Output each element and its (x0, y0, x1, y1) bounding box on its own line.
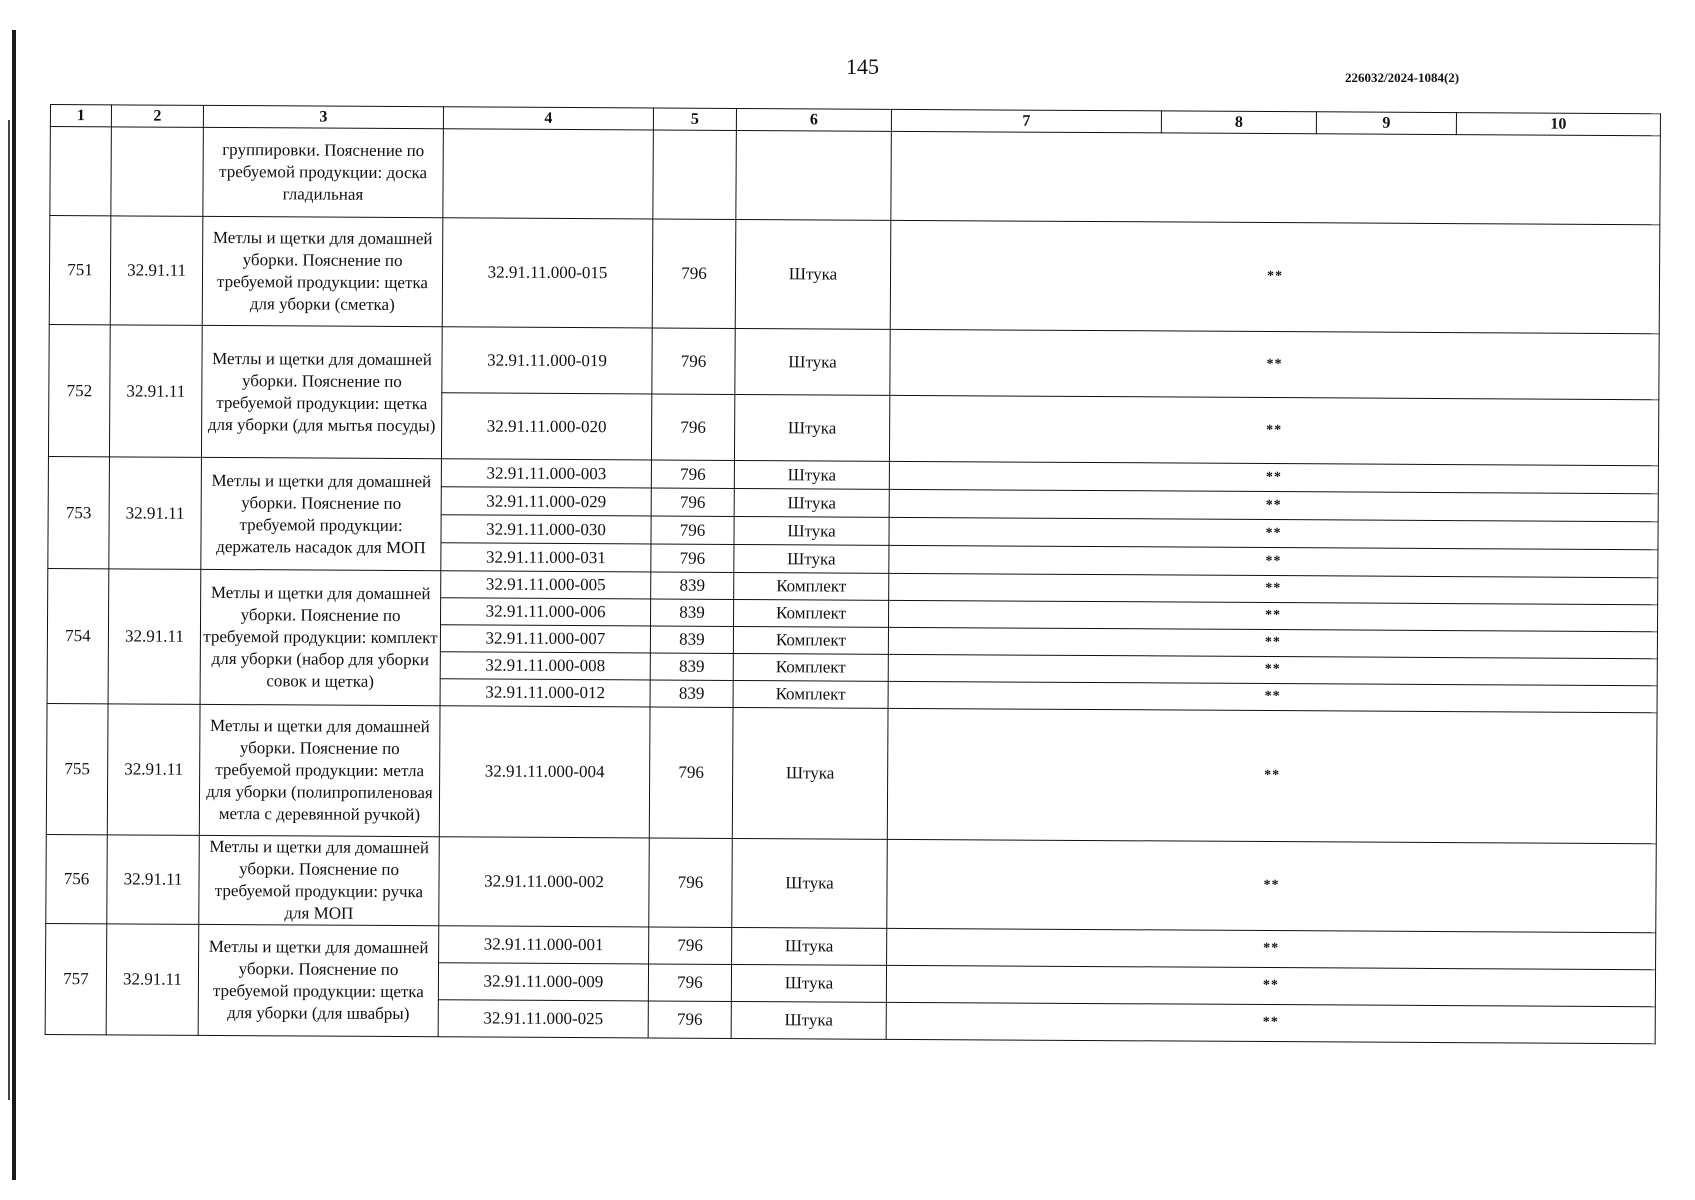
item-unit-code: 796 (648, 1001, 731, 1038)
item-code: 32.91.11.000-009 (438, 963, 648, 1001)
header-col-3: 3 (203, 105, 443, 128)
item-unit-code: 796 (651, 394, 734, 460)
item-unit-code: 839 (650, 680, 733, 707)
page-number: 145 (846, 54, 879, 79)
table-row (49, 216, 1660, 334)
item-code: 32.91.11.000-001 (439, 926, 649, 964)
item-unit: Штука (734, 488, 889, 517)
scan-edge (12, 30, 16, 1180)
item-mark: ** (889, 517, 1658, 549)
item-unit-code: 796 (651, 544, 734, 572)
item-unit: Штука (735, 328, 890, 395)
item-mark: ** (888, 681, 1657, 712)
item-mark: ** (890, 329, 1659, 399)
item-unit-code: 839 (650, 653, 733, 680)
item-mark: ** (889, 545, 1658, 577)
table-row (46, 923, 1656, 969)
continuation-mark (891, 131, 1660, 224)
row-number: 752 (48, 324, 110, 456)
table-row (49, 324, 1659, 399)
continuation-row (50, 127, 1660, 225)
row-number: 756 (46, 834, 108, 923)
header-col-8: 8 (1161, 111, 1316, 134)
row-okpd: 32.91.11 (106, 924, 199, 1036)
item-unit: Штука (731, 964, 886, 1002)
item-unit-code: 796 (652, 219, 736, 328)
item-unit: Штука (732, 838, 888, 928)
item-unit: Штука (732, 927, 887, 965)
item-code: 32.91.11.000-029 (441, 487, 651, 516)
item-unit: Штука (734, 544, 889, 573)
continuation-code (443, 129, 654, 219)
item-mark: ** (886, 1002, 1655, 1043)
item-unit-code: 796 (651, 488, 734, 516)
header-col-7: 7 (891, 109, 1161, 133)
row-number: 755 (46, 703, 108, 834)
row-okpd: 32.91.11 (109, 457, 202, 570)
continuation-unit (736, 130, 892, 220)
procurement-table (45, 104, 1661, 1044)
header-col-4: 4 (443, 107, 653, 130)
item-mark: ** (888, 627, 1657, 658)
row-okpd: 32.91.11 (108, 569, 201, 705)
row-description: Метлы и щетки для домашней уборки. Пояснение по требуемой продукции: комплект для уборки (набор для уборки совок и щетка) (200, 569, 441, 705)
header-col-9: 9 (1316, 112, 1456, 135)
item-unit: Комплект (733, 653, 888, 681)
row-okpd: 32.91.11 (107, 835, 200, 925)
item-code: 32.91.11.000-008 (440, 652, 650, 680)
item-unit: Штука (735, 219, 891, 329)
row-description: Метлы и щетки для домашней уборки. Пояснение по требуемой продукции: щетка для уборки (для мытья посуды) (201, 325, 442, 458)
item-code: 32.91.11.000-019 (442, 327, 652, 394)
row-number: 753 (48, 456, 110, 568)
item-code: 32.91.11.000-005 (441, 571, 651, 599)
item-code: 32.91.11.000-015 (442, 218, 653, 328)
item-unit: Штука (734, 394, 889, 461)
item-code: 32.91.11.000-025 (438, 1000, 648, 1038)
scan-edge-secondary (8, 120, 10, 1100)
item-mark: ** (890, 220, 1660, 333)
item-mark: ** (888, 600, 1657, 631)
item-mark: ** (889, 489, 1658, 521)
item-unit-code: 796 (651, 516, 734, 544)
header-col-5: 5 (653, 108, 736, 130)
document-id: 226032/2024-1084(2) (1345, 70, 1460, 85)
row-okpd: 32.91.11 (110, 216, 203, 326)
row-number: 754 (47, 568, 109, 703)
item-unit: Штука (732, 707, 888, 839)
row-number: 751 (49, 216, 111, 325)
header-col-10: 10 (1456, 113, 1660, 136)
item-code: 32.91.11.000-002 (439, 837, 650, 927)
table-body (45, 127, 1660, 1044)
item-code: 32.91.11.000-004 (439, 706, 650, 838)
item-code: 32.91.11.000-030 (441, 515, 651, 544)
row-description: Метлы и щетки для домашней уборки. Пояснение по требуемой продукции: щетка для уборки (сметка) (202, 216, 443, 326)
item-mark: ** (889, 573, 1658, 604)
item-code: 32.91.11.000-012 (440, 679, 650, 707)
continuation-description: группировки. Пояснение по требуемой продукции: доска гладильная (203, 127, 444, 217)
item-code: 32.91.11.000-006 (441, 598, 651, 626)
item-unit-code: 796 (649, 838, 733, 927)
table-row (46, 703, 1657, 843)
item-unit-code: 839 (650, 626, 733, 653)
item-unit-code: 839 (651, 599, 734, 626)
item-mark: ** (886, 965, 1655, 1006)
item-unit: Комплект (734, 599, 889, 627)
continuation-okpd (111, 127, 204, 217)
item-unit: Комплект (734, 572, 889, 600)
row-description: Метлы и щетки для домашней уборки. Пояснение по требуемой продукции: метла для уборки (полипропиленовая метла с деревянной ручкой) (199, 704, 440, 836)
header-col-1: 1 (50, 105, 111, 127)
row-description: Метлы и щетки для домашней уборки. Пояснение по требуемой продукции: держатель насадок для МОП (201, 457, 442, 570)
item-code: 32.91.11.000-020 (441, 393, 651, 460)
row-description: Метлы и щетки для домашней уборки. Пояснение по требуемой продукции: щетка для уборки (для швабры) (198, 924, 439, 1036)
table-sheet (45, 104, 1660, 1044)
header-col-2: 2 (111, 105, 203, 128)
item-unit-code: 839 (651, 572, 734, 599)
item-mark: ** (887, 839, 1656, 932)
item-code: 32.91.11.000-003 (441, 459, 651, 488)
item-mark: ** (887, 928, 1656, 969)
item-unit: Штука (731, 1001, 886, 1039)
item-unit-code: 796 (648, 964, 731, 1001)
item-unit: Комплект (733, 626, 888, 654)
table-row (46, 834, 1656, 932)
header-col-6: 6 (736, 108, 891, 131)
item-unit-code: 796 (649, 707, 733, 838)
item-unit: Штука (734, 460, 889, 489)
item-unit: Комплект (733, 680, 888, 708)
item-mark: ** (889, 461, 1658, 493)
item-unit-code: 796 (651, 460, 734, 488)
continuation-unit-code (653, 130, 737, 219)
item-unit-code: 796 (652, 328, 735, 394)
item-unit-code: 796 (649, 927, 732, 964)
item-code: 32.91.11.000-031 (441, 543, 651, 572)
row-okpd: 32.91.11 (109, 325, 202, 458)
item-code: 32.91.11.000-007 (440, 625, 650, 653)
item-unit: Штука (734, 516, 889, 545)
continuation-num (50, 127, 112, 216)
row-description: Метлы и щетки для домашней уборки. Пояснение по требуемой продукции: ручка для МОП (199, 835, 440, 925)
row-okpd: 32.91.11 (107, 704, 200, 836)
item-mark: ** (887, 708, 1657, 843)
row-number: 757 (45, 923, 107, 1034)
item-mark: ** (888, 654, 1657, 685)
item-mark: ** (889, 395, 1658, 465)
